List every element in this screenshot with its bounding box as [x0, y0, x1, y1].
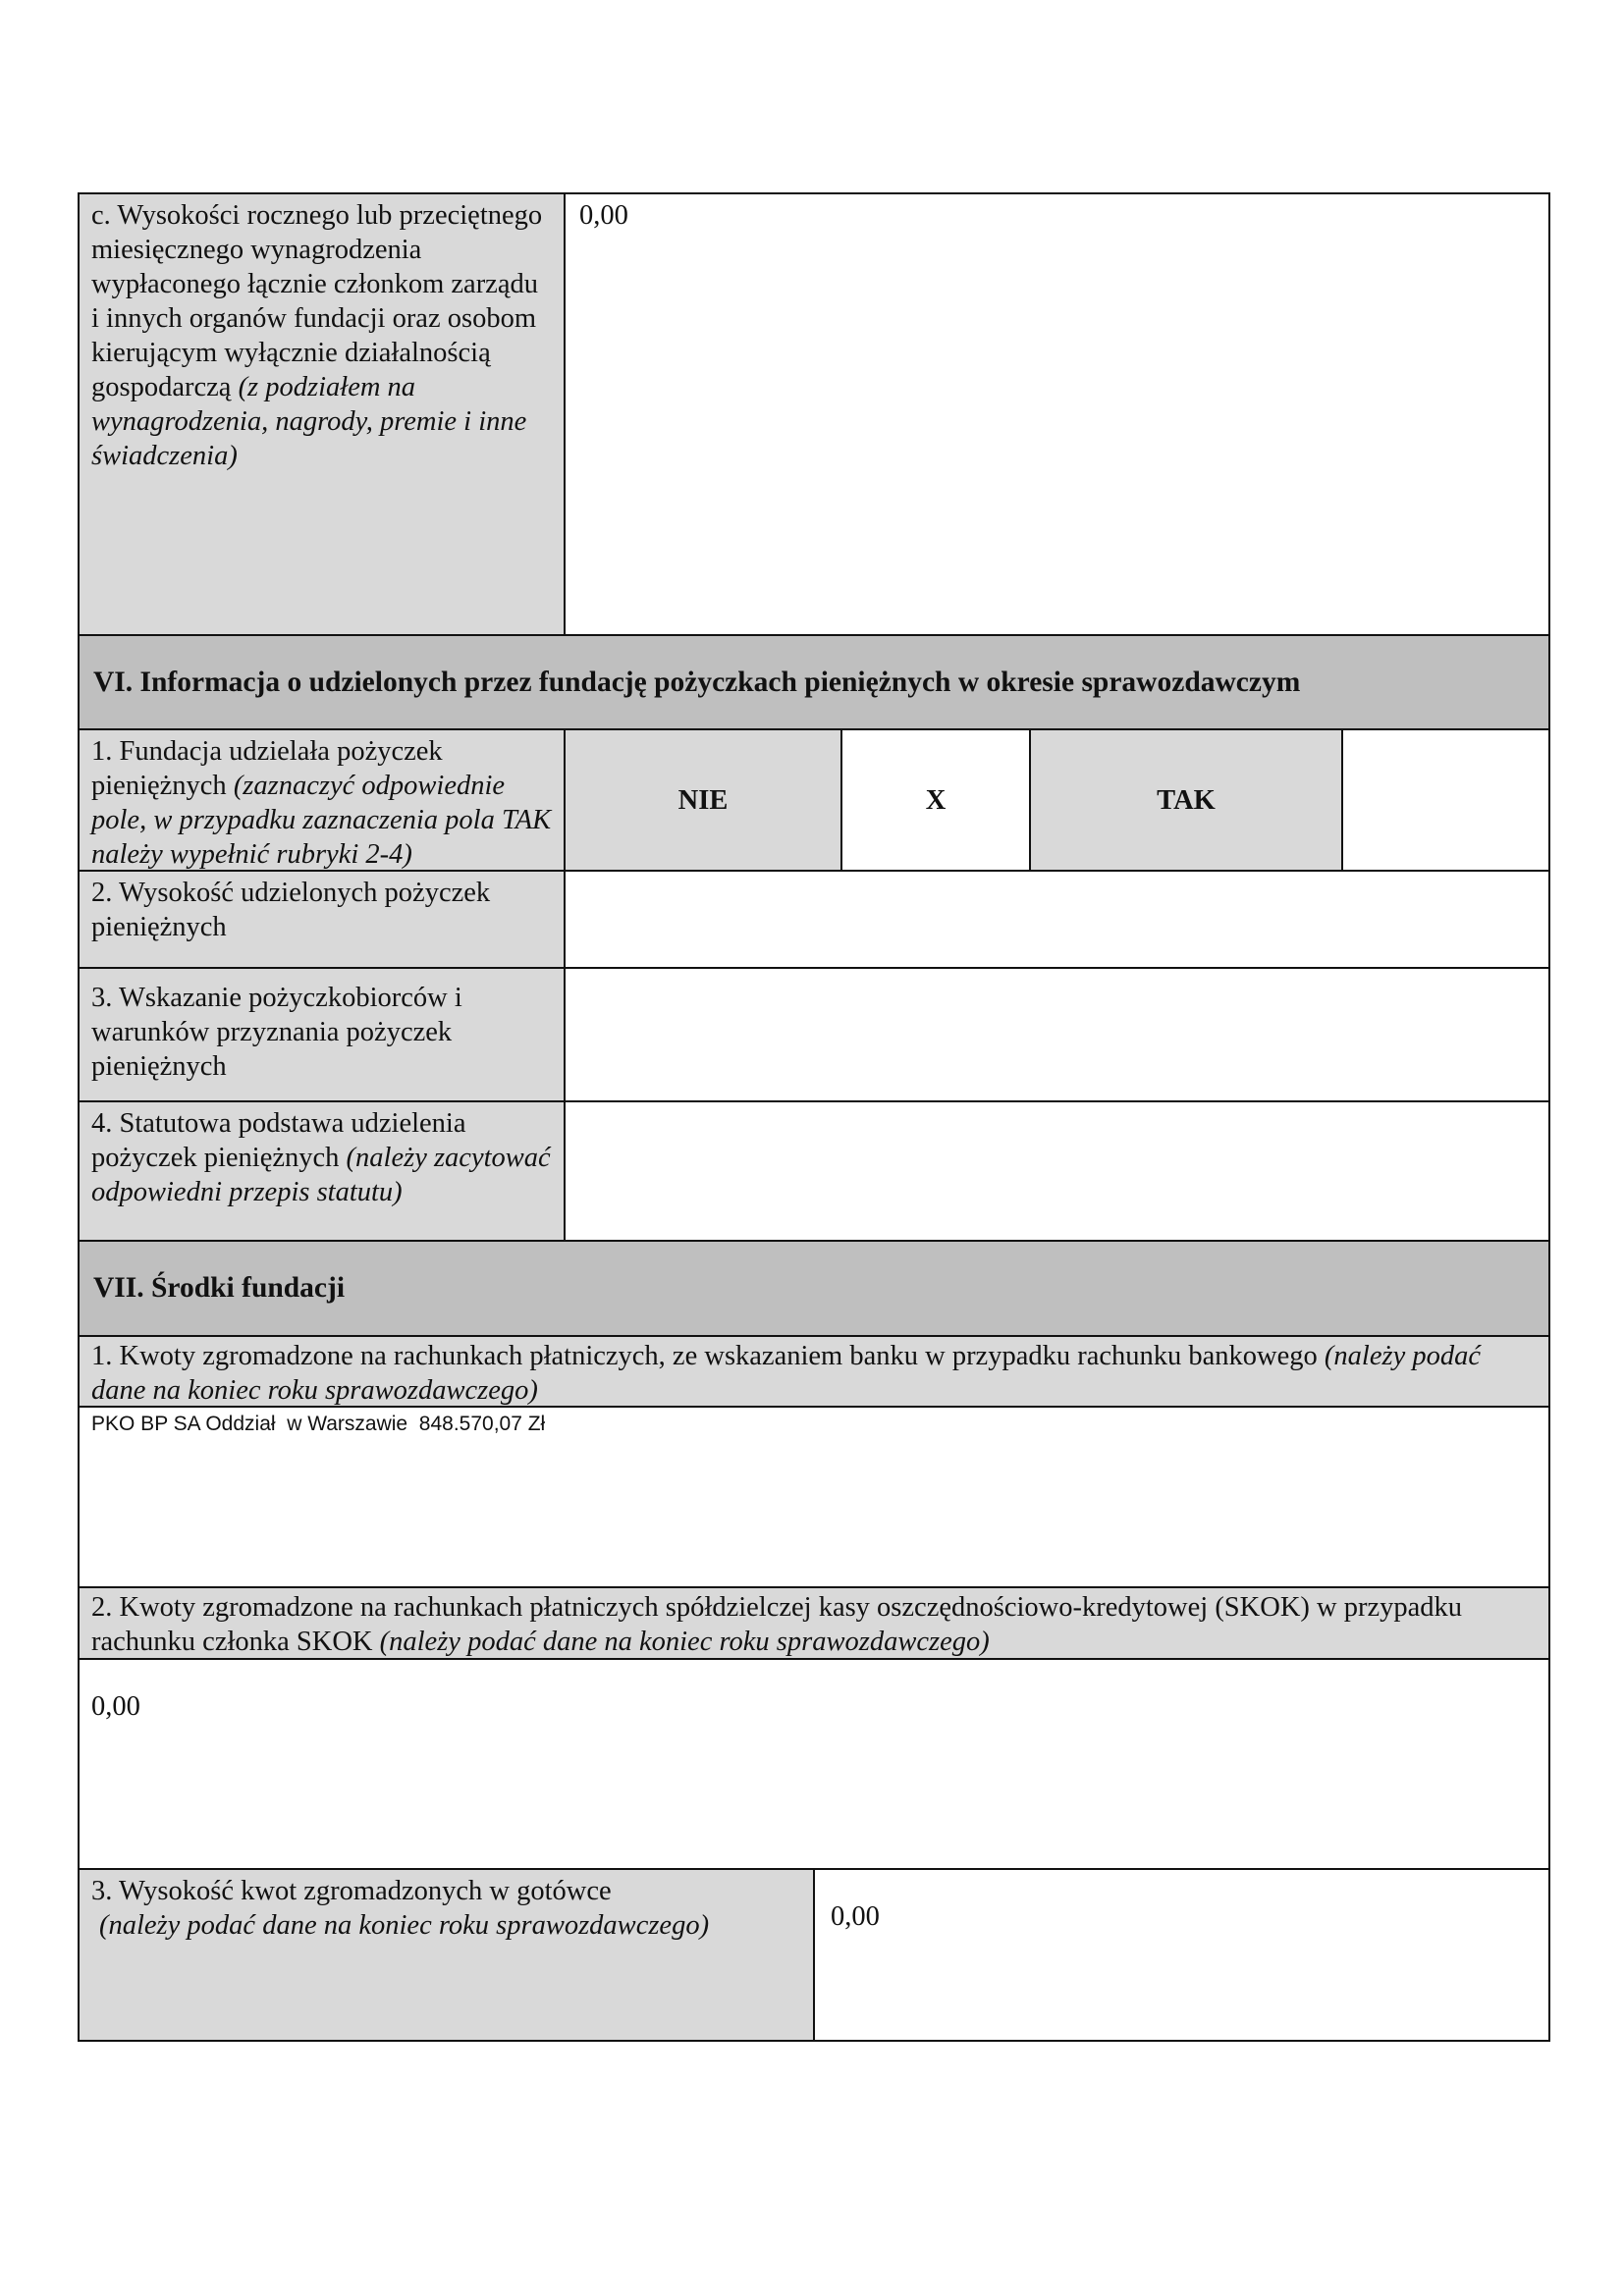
- vi-q4-label: 4. Statutowa podstawa udzielenia pożyczek pieniężnych: [91, 1108, 466, 1173]
- vi-q2-label-cell: [80, 872, 566, 969]
- vi-q1-nie-mark: X: [925, 784, 947, 816]
- vi-q4-label-cell: [80, 1102, 566, 1242]
- row-c-label: c. Wysokości rocznego lub przeciętnego miesięcznego wynagrodzenia wypłaconego łącznie członkom zarządu i innych organów fundacji oraz osobom kierującym wyłącznie działalnością gospodarczą: [91, 200, 543, 402]
- section-vii-header: [80, 1242, 1548, 1337]
- vii-q3-value: 0,00: [831, 1901, 880, 1932]
- vii-q3-label: 3. Wysokość kwot zgromadzonych w gotówce: [91, 1876, 612, 1906]
- vi-q2-label: 2. Wysokość udzielonych pożyczek pieniężnych: [91, 878, 491, 942]
- vii-q1-value: PKO BP SA Oddział w Warszawie 848.570,07 Zł: [91, 1413, 546, 1435]
- vii-q3-note: (należy podać dane na koniec roku sprawozdawczego): [99, 1910, 710, 1941]
- row-c-label-cell: [80, 194, 566, 636]
- vii-q3-label-cell: [80, 1870, 815, 2040]
- vii-q1-value-cell[interactable]: [80, 1408, 1548, 1588]
- foundation-report-form: [78, 192, 1550, 2042]
- vii-q2-label: 2. Kwoty zgromadzone na rachunkach płatniczych spółdzielczej kasy oszczędnościowo-kredytowej (SKOK) w przypadku rachunku członka SKOK: [91, 1592, 1463, 1657]
- vii-q2-note: (należy podać dane na koniec roku sprawozdawczego): [379, 1627, 990, 1657]
- vi-q1-note: (zaznaczyć odpowiednie pole, w przypadku zaznaczenia pola TAK należy wypełnić rubryki 2-4): [91, 771, 552, 870]
- vii-q2-value: 0,00: [91, 1691, 140, 1722]
- vi-q3-label-cell: [80, 969, 566, 1102]
- vi-q3-label: 3. Wskazanie pożyczkobiorców i warunków przyznania pożyczek pieniężnych: [91, 983, 462, 1082]
- vii-q2-value-cell[interactable]: [80, 1660, 1548, 1870]
- row-c-value-cell[interactable]: [566, 194, 1548, 636]
- section-vii-title: VII. Środki fundacji: [93, 1272, 346, 1304]
- row-c-note: (z podziałem na wynagrodzenia, nagrody, premie i inne świadczenia): [91, 372, 527, 471]
- vii-q1-label-cell: [80, 1337, 1548, 1408]
- vi-q1-nie-label-cell: [566, 730, 842, 872]
- vi-q1-nie-label: NIE: [677, 784, 729, 816]
- vii-q1-label: 1. Kwoty zgromadzone na rachunkach płatniczych, ze wskazaniem banku w przypadku rachunku bankowego: [91, 1341, 1318, 1371]
- vi-q3-value-cell[interactable]: [566, 969, 1548, 1102]
- vi-q4-note: (należy zacytować odpowiedni przepis statutu): [91, 1143, 551, 1207]
- vii-q1-note: (należy podać dane na koniec roku sprawozdawczego): [91, 1341, 1481, 1406]
- vi-q1-tak-label: TAK: [1157, 784, 1216, 816]
- vii-q3-value-cell[interactable]: [815, 1870, 1548, 2040]
- vi-q1-label-cell: [80, 730, 566, 872]
- vi-q4-value-cell[interactable]: [566, 1102, 1548, 1242]
- vi-q1-tak-label-cell: [1031, 730, 1343, 872]
- section-vi-title: VI. Informacja o udzielonych przez fundację pożyczkach pieniężnych w okresie sprawozdawczym: [93, 666, 1301, 698]
- vi-q1-nie-checkbox[interactable]: [842, 730, 1031, 872]
- row-c-value: 0,00: [579, 200, 628, 231]
- vi-q2-value-cell[interactable]: [566, 872, 1548, 969]
- vi-q1-label: 1. Fundacja udzielała pożyczek pieniężnych: [91, 736, 443, 801]
- section-vi-header: [80, 636, 1548, 730]
- vi-q1-tak-checkbox[interactable]: [1343, 730, 1548, 872]
- vii-q2-label-cell: [80, 1588, 1548, 1660]
